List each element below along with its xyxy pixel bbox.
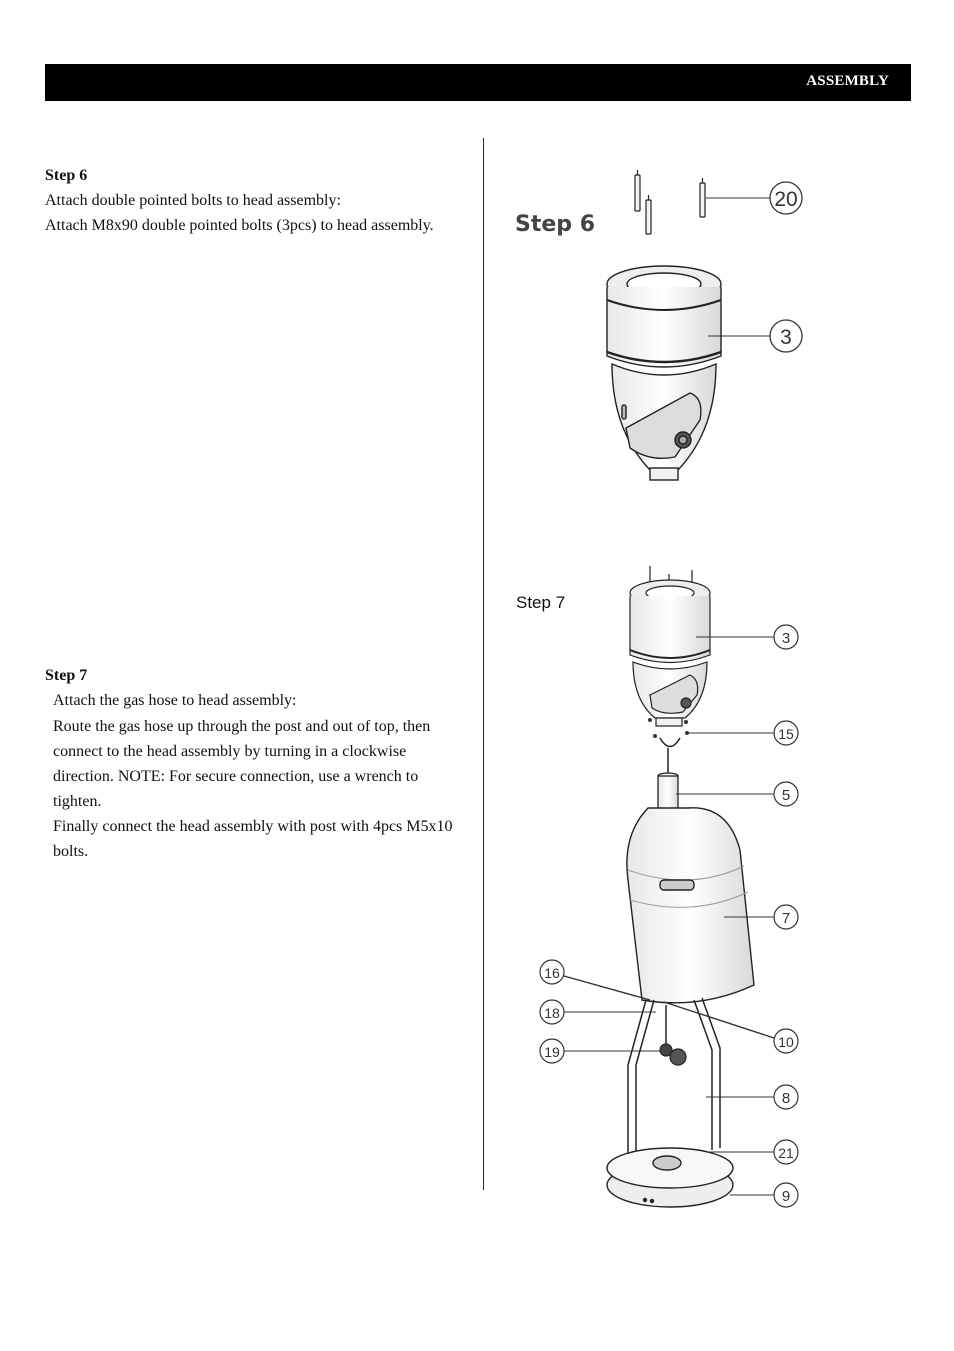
callout-16	[540, 960, 650, 1000]
step7-line-1: Attach the gas hose to head assembly:	[53, 692, 297, 709]
step6-diagram	[515, 170, 802, 480]
step7-line-2: Route the gas hose up through the post and out of top, then connect to the head assembly by turning in a clockwise direction. NOTE: For secure connection, use a wrench to tighten.	[53, 718, 431, 810]
page-title: ASSEMBLY	[806, 73, 889, 89]
post	[658, 773, 678, 812]
gas-hose-connector	[660, 738, 680, 747]
step7-line-3: Finally connect the head assembly with post with 4pcs M5x10 bolts.	[53, 818, 453, 860]
callout-10	[664, 1002, 798, 1053]
step6-line-2: Attach M8x90 double pointed bolts (3pcs) to head assembly.	[45, 217, 434, 234]
regulator-knob	[660, 1044, 686, 1065]
callout-18	[540, 1000, 656, 1024]
cover-body	[627, 808, 754, 1003]
callout-15	[686, 721, 798, 745]
callout-3-step7	[696, 625, 798, 649]
callout-5	[676, 782, 798, 806]
callout-3-step6	[708, 320, 802, 352]
double-pointed-bolts	[635, 170, 705, 234]
step7-diagram-label: Step 7	[516, 593, 566, 612]
callout-label-18: 18	[544, 1005, 560, 1021]
callout-label-20: 20	[774, 188, 798, 211]
step7-heading: Step 7	[45, 667, 88, 684]
callout-label-19: 19	[544, 1044, 560, 1060]
callout-label-16: 16	[544, 965, 560, 981]
callout-label-15: 15	[778, 726, 794, 742]
base	[607, 1148, 733, 1207]
callout-20	[706, 182, 802, 214]
step7-diagram	[516, 566, 798, 1207]
step6-diagram-label: Step 6	[515, 212, 595, 237]
head-assembly-step7	[630, 566, 710, 726]
callout-9	[730, 1183, 798, 1207]
callout-label-8: 8	[781, 1090, 791, 1107]
head-assembly-step6	[607, 266, 721, 480]
callout-label-3b: 3	[781, 630, 791, 647]
callout-label-7: 7	[781, 910, 791, 927]
callout-label-5: 5	[781, 787, 791, 804]
callout-label-10: 10	[778, 1034, 794, 1050]
callout-label-21: 21	[778, 1145, 794, 1161]
callout-label-9: 9	[781, 1188, 791, 1205]
stand-legs	[628, 998, 720, 1160]
callout-label-3a: 3	[780, 326, 792, 349]
step6-line-1: Attach double pointed bolts to head assembly:	[45, 192, 341, 209]
step6-heading: Step 6	[45, 167, 88, 184]
